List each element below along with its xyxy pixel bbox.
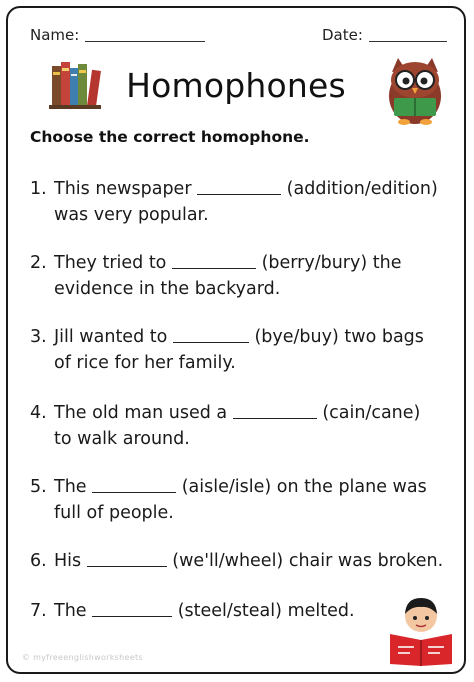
- answer-blank-7[interactable]: [92, 600, 172, 617]
- question-3: 3. Jill wanted to (bye/buy) two bags of rice for her family.: [30, 327, 424, 373]
- worksheet-page: [6, 6, 466, 674]
- answer-blank-4[interactable]: [233, 402, 317, 419]
- question-4: 4. The old man used a (cain/cane) to walk around.: [30, 403, 421, 449]
- page-title: Homophones: [126, 66, 346, 105]
- answer-blank-3[interactable]: [173, 326, 249, 343]
- name-input-line[interactable]: [85, 27, 205, 42]
- name-field: [30, 26, 205, 44]
- name-label: Name:: [30, 26, 80, 44]
- date-label: Date:: [322, 26, 363, 44]
- answer-blank-6[interactable]: [87, 550, 167, 567]
- date-field: [322, 26, 447, 44]
- child-reading-icon: [386, 594, 456, 666]
- answer-blank-1[interactable]: [197, 178, 281, 195]
- answer-blank-5[interactable]: [92, 476, 176, 493]
- question-5: 5. The (aisle/isle) on the plane was full of people.: [30, 477, 427, 523]
- date-input-line[interactable]: [369, 27, 447, 42]
- question-6: 6. His (we'll/wheel) chair was broken.: [30, 551, 444, 571]
- footer-watermark: © myfreeenglishworksheets: [22, 653, 143, 662]
- instruction-text: Choose the correct homophone.: [30, 128, 310, 146]
- answer-blank-2[interactable]: [172, 252, 256, 269]
- question-7: 7. The (steel/steal) melted.: [30, 601, 355, 621]
- question-2: 2. They tried to (berry/bury) the evidence in the backyard.: [30, 253, 402, 299]
- owl-reading-icon: [380, 52, 450, 126]
- question-1: 1. This newspaper (addition/edition) was very popular.: [30, 179, 438, 225]
